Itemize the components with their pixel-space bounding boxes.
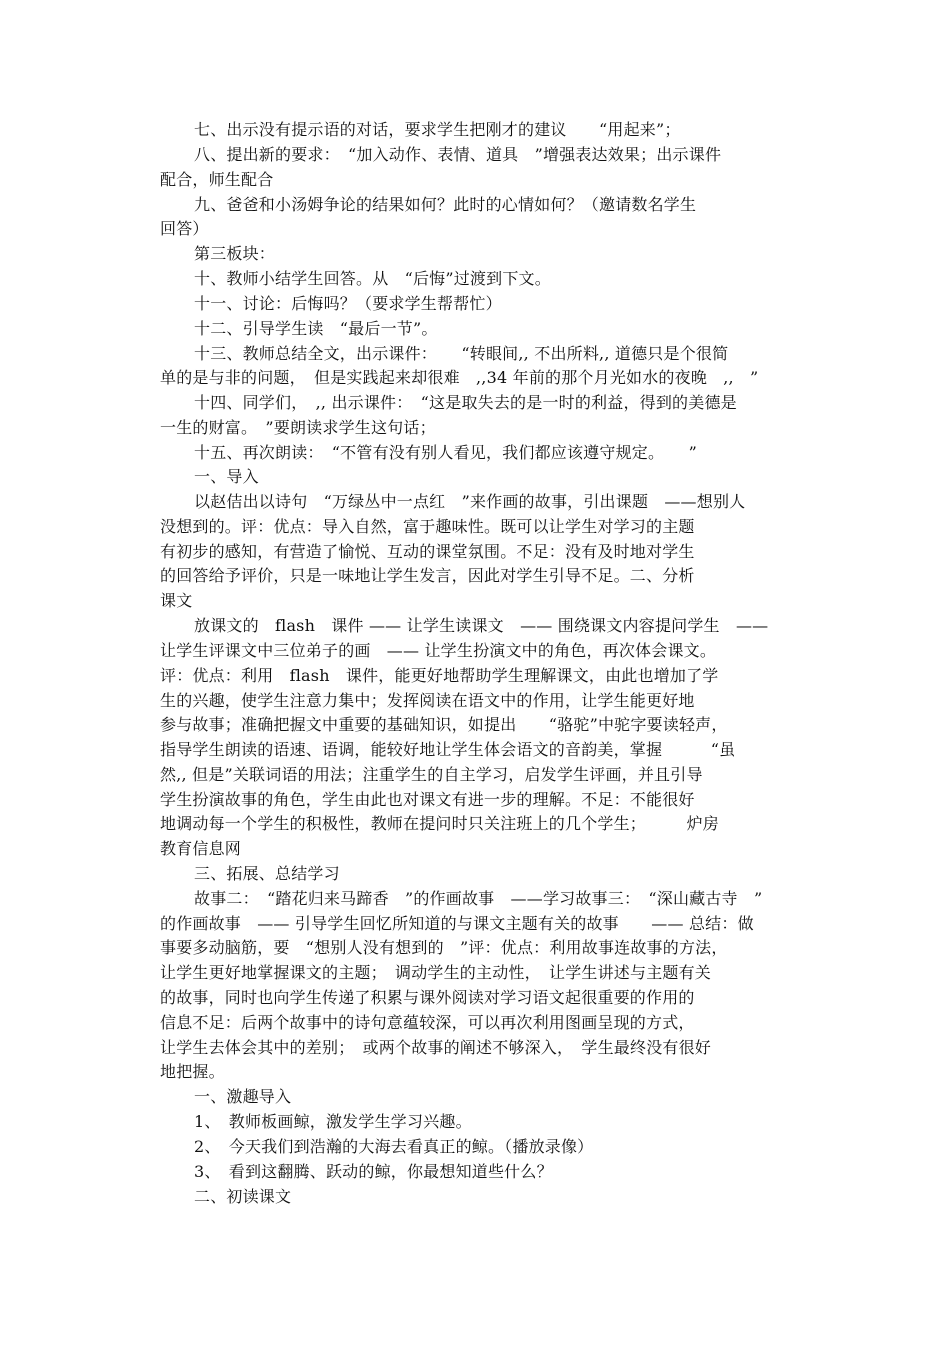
text-line: 十五、再次朗读： “不管有没有别人看见，我们都应该遵守规定。 ”: [194, 443, 697, 462]
text-line: 地把握。: [160, 1062, 225, 1081]
text-line: 八、提出新的要求： “加入动作、表情、道具 ”增强表达效果；出示课件: [194, 145, 722, 164]
text-line: 有初步的感知，有营造了愉悦、互动的课堂氛围。不足：没有及时地对学生: [160, 542, 695, 561]
text-line: 回答）: [160, 219, 209, 238]
section-heading: 二、初读课文: [194, 1187, 292, 1206]
section-heading: 一、激趣导入: [194, 1087, 292, 1106]
text-line: 评：优点：利用 flash 课件，能更好地帮助学生理解课文，由此也增加了学: [160, 666, 719, 685]
text-line: 事要多动脑筋，要 “想别人没有想到的 ”评：优点：利用故事连故事的方法，: [160, 938, 728, 957]
text-line: 地调动每一个学生的积极性，教师在提问时只关注班上的几个学生； 炉房: [160, 814, 720, 833]
text-line: 参与故事；准确把握文中重要的基础知识，如提出 “骆驼”中驼字要读轻声，: [160, 715, 728, 734]
text-line: 十四、同学们， ,, 出示课件： “这是取失去的是一时的利益，得到的美德是: [194, 393, 737, 412]
text-line: 没想到的。评：优点：导入自然，富于趣味性。既可以让学生对学习的主题: [160, 517, 695, 536]
text-line: 十一、讨论：后悔吗？（要求学生帮帮忙）: [194, 294, 502, 313]
text-line: 十二、引导学生读 “最后一节”。: [194, 319, 438, 338]
text-line: 的作画故事 —— 引导学生回忆所知道的与课文主题有关的故事 —— 总结：做: [160, 914, 754, 933]
text-line: 让学生去体会其中的差别； 或两个故事的阐述不够深入， 学生最终没有很好: [160, 1038, 712, 1057]
text-line: 单的是与非的问题， 但是实践起来却很难 ,,34 年前的那个月光如水的夜晚 ,, ”: [160, 368, 759, 387]
text-line: 让学生评课文中三位弟子的画 —— 让学生扮演文中的角色，再次体会课文。: [160, 641, 717, 660]
text-line: 故事二： “踏花归来马蹄香 ”的作画故事 ——学习故事三： “深山藏古寺 ”: [194, 889, 763, 908]
text-line: 九、爸爸和小汤姆争论的结果如何？此时的心情如何？（邀请数名学生: [194, 195, 697, 214]
text-line: 信息不足：后两个故事中的诗句意蕴较深，可以再次利用图画呈现的方式，: [160, 1013, 695, 1032]
text-line: 然,, 但是”关联词语的用法；注重学生的自主学习，启发学生评画，并且引导: [160, 765, 703, 784]
text-line: 课文: [160, 591, 193, 610]
text-line: 十三、教师总结全文，出示课件： “转眼间,, 不出所料,, 道德只是个很简: [194, 344, 729, 363]
text-line: 以赵佶出以诗句 “万绿丛中一点红 ”来作画的故事，引出课题 ——想别人: [194, 492, 746, 511]
text-line: 放课文的 flash 课件 —— 让学生读课文 —— 围绕课文内容提问学生 ——: [194, 616, 769, 635]
text-line: 的回答给予评价，只是一味地让学生发言，因此对学生引导不足。二、分析: [160, 566, 695, 585]
section-heading: 三、拓展、总结学习: [194, 864, 340, 883]
list-item: 3、 看到这翻腾、跃动的鲸，你最想知道些什么？: [194, 1162, 553, 1181]
list-item: 1、 教师板画鲸，激发学生学习兴趣。: [194, 1112, 472, 1131]
text-line: 一生的财富。 ”要朗读求学生这句话；: [160, 418, 436, 437]
section-heading: 第三板块：: [194, 244, 276, 263]
text-line: 让学生更好地掌握课文的主题； 调动学生的主动性， 让学生讲述与主题有关: [160, 963, 712, 982]
text-line: 教育信息网: [160, 839, 242, 858]
list-item: 2、 今天我们到浩瀚的大海去看真正的鲸。（播放录像）: [194, 1137, 594, 1156]
text-line: 生的兴趣，使学生注意力集中；发挥阅读在语文中的作用，让学生能更好地: [160, 691, 695, 710]
text-line: 学生扮演故事的角色，学生由此也对课文有进一步的理解。不足：不能很好: [160, 790, 695, 809]
text-line: 十、教师小结学生回答。从 “后悔”过渡到下文。: [194, 269, 551, 288]
text-line: 配合，师生配合: [160, 170, 274, 189]
text-line: 七、出示没有提示语的对话，要求学生把刚才的建议 “用起来”；: [194, 120, 681, 139]
text-line: 的故事，同时也向学生传递了积累与课外阅读对学习语文起很重要的作用的: [160, 988, 695, 1007]
section-heading: 一、导入: [194, 467, 259, 486]
text-line: 指导学生朗读的语速、语调，能较好地让学生体会语文的音韵美，掌握 “虽: [160, 740, 736, 759]
